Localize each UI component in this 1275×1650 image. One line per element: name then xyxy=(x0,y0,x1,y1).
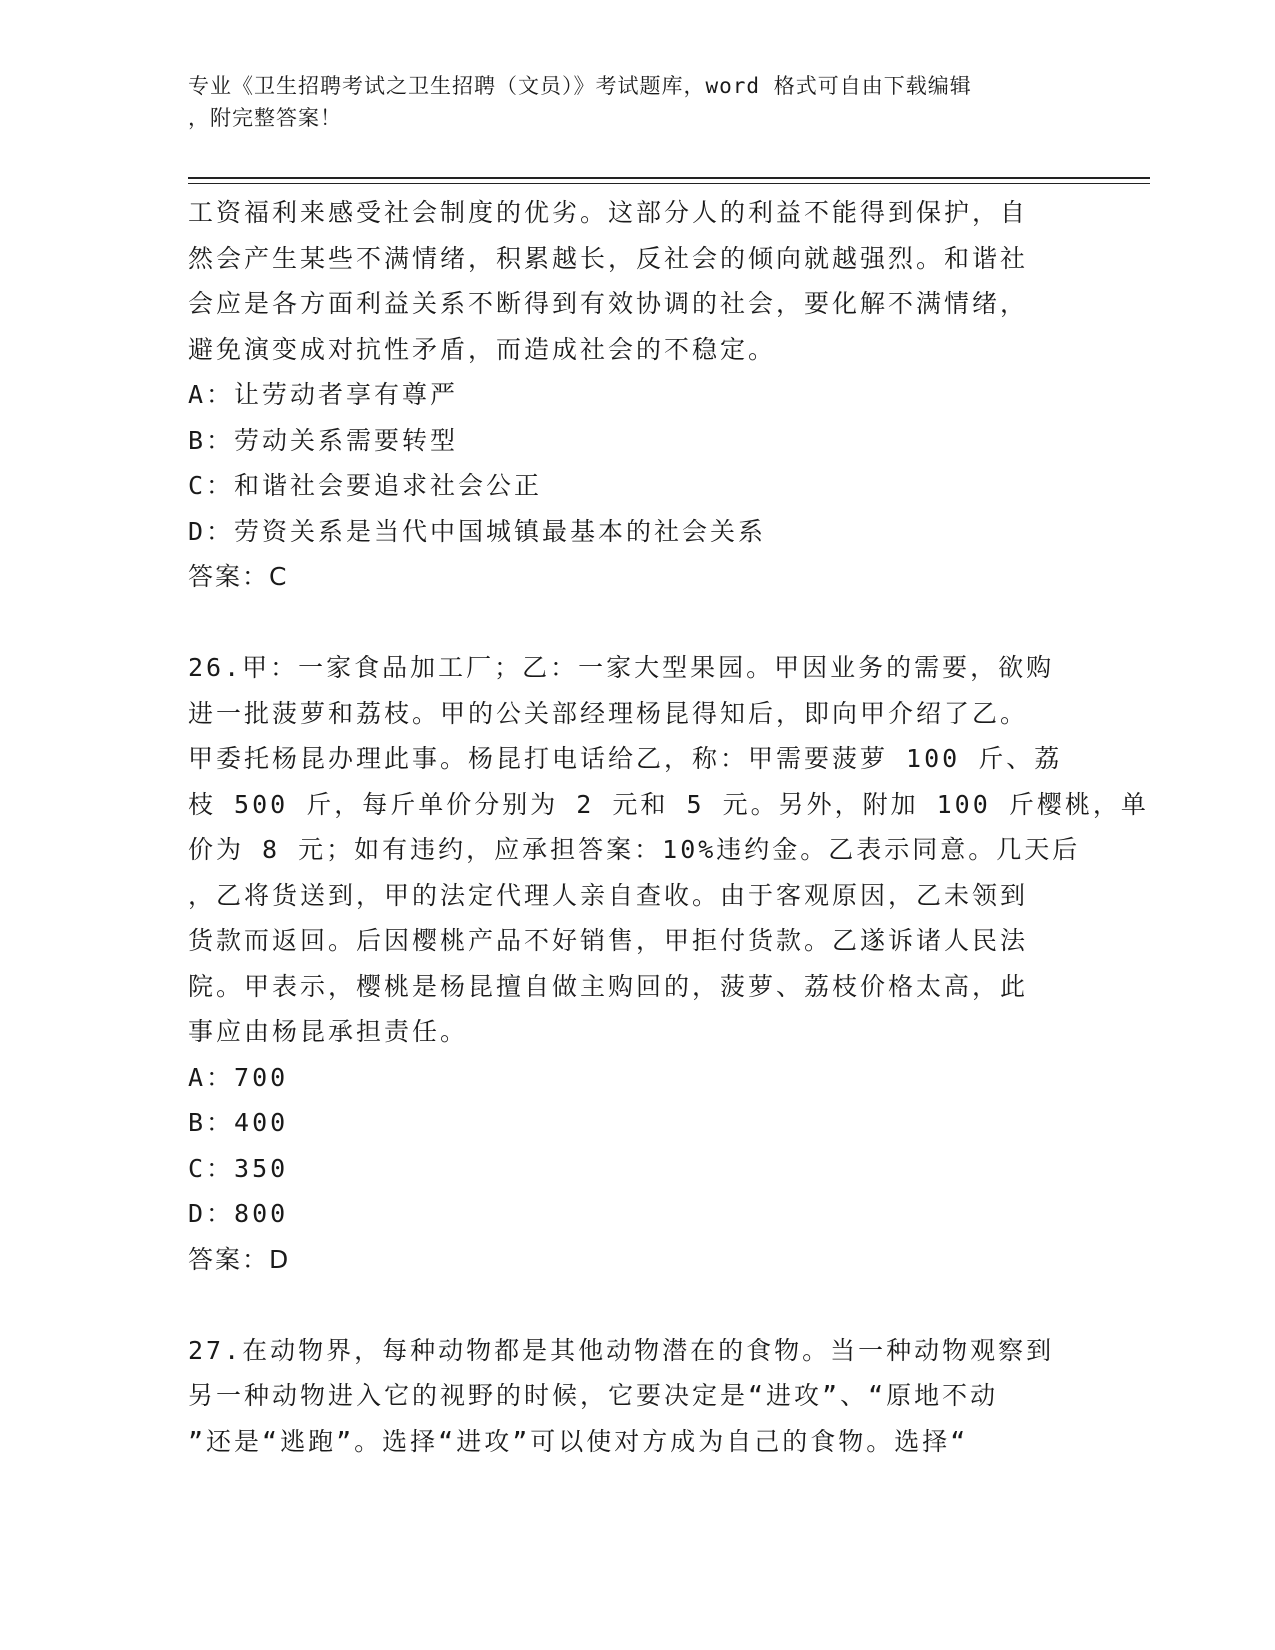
question-stem-line: 27.在动物界，每种动物都是其他动物潜在的食物。当一种动物观察到 xyxy=(188,1335,1055,1365)
header-line-1: 专业《卫生招聘考试之卫生招聘（文员）》考试题库，word 格式可自由下载编辑 xyxy=(188,74,972,98)
question-stem-line: 另一种动物进入它的视野的时候，它要决定是“进攻”、“原地不动 xyxy=(188,1381,999,1410)
option-c: C：和谐社会要追求社会公正 xyxy=(188,471,543,500)
document-body xyxy=(188,190,1149,1464)
spacer xyxy=(188,600,1068,646)
question-25 xyxy=(188,190,1068,600)
option-b: B：劳动关系需要转型 xyxy=(188,425,459,455)
question-stem-line: 货款而返回。后因樱桃产品不好销售，甲拒付货款。乙遂诉诸人民法 xyxy=(188,926,1029,955)
header-divider-thin xyxy=(188,183,1150,184)
option-d: D：劳资关系是当代中国城镇最基本的社会关系 xyxy=(188,516,767,546)
question-stem-line: 会应是各方面利益关系不断得到有效协调的社会，要化解不满情绪， xyxy=(188,289,1029,318)
document-header xyxy=(188,70,1068,134)
question-stem-line: 避免演变成对抗性矛盾，而造成社会的不稳定。 xyxy=(188,334,777,364)
question-stem-line: 事应由杨昆承担责任。 xyxy=(188,1017,469,1046)
header-line-2: ，附完整答案！ xyxy=(188,106,342,130)
question-stem-line: 进一批菠萝和荔枝。甲的公关部经理杨昆得知后，即向甲介绍了乙。 xyxy=(188,698,1029,728)
answer-line: 答案：D xyxy=(188,1244,291,1274)
header-divider-thick xyxy=(188,177,1150,179)
question-stem-line: 然会产生某些不满情绪，积累越长，反社会的倾向就越强烈。和谐社 xyxy=(188,243,1029,273)
option-d: D：800 xyxy=(188,1199,289,1228)
option-a: A：让劳动者享有尊严 xyxy=(188,380,459,409)
question-stem-line: 院。甲表示，樱桃是杨昆擅自做主购回的，菠萝、荔枝价格太高，此 xyxy=(188,971,1029,1001)
question-stem-line: ”还是“逃跑”。选择“进攻”可以使对方成为自己的食物。选择“ xyxy=(188,1426,969,1456)
question-27 xyxy=(188,1328,1068,1465)
question-stem-line: 枝 500 斤，每斤单价分别为 2 元和 5 元。另外，附加 100 斤樱桃，单 xyxy=(188,789,1149,819)
question-stem-line: 工资福利来感受社会制度的优劣。这部分人的利益不能得到保护，自 xyxy=(188,198,1029,227)
spacer xyxy=(188,1282,1068,1328)
option-a: A：700 xyxy=(188,1062,289,1092)
question-stem-line: ，乙将货送到，甲的法定代理人亲自查收。由于客观原因，乙未领到 xyxy=(188,880,1029,910)
answer-line: 答案：C xyxy=(188,562,289,591)
option-c: C：350 xyxy=(188,1153,289,1183)
question-stem-line: 价为 8 元；如有违约，应承担答案：10%违约金。乙表示同意。几天后 xyxy=(188,835,1081,864)
question-26 xyxy=(188,645,1149,1282)
option-b: B：400 xyxy=(188,1108,289,1137)
question-stem-line: 26.甲：一家食品加工厂；乙：一家大型果园。甲因业务的需要，欲购 xyxy=(188,653,1055,682)
question-stem-line: 甲委托杨昆办理此事。杨昆打电话给乙，称：甲需要菠萝 100 斤、荔 xyxy=(188,744,1063,773)
